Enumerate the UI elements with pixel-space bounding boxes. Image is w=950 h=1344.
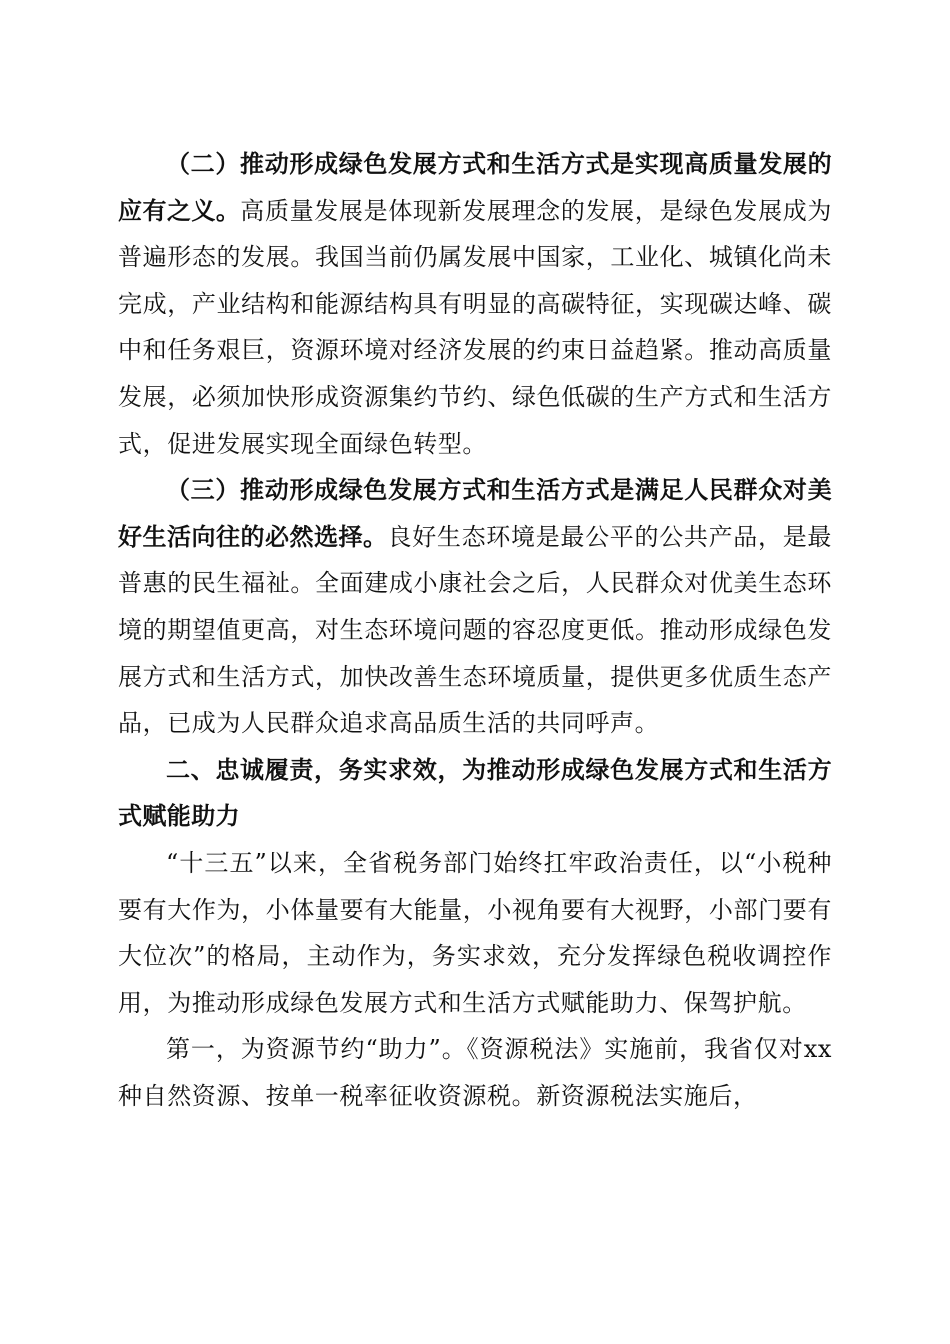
paragraph-2 [118,141,832,467]
paragraph-2-body: 高质量发展是体现新发展理念的发展，是绿色发展成为普遍形态的发展。我国当前仍属发展中国家，工业化、城镇化尚未完成，产业结构和能源结构具有明显的高碳特征，实现碳达峰、碳中和任务艰巨，资源环境对经济发展的约束日益趋紧。推动高质量发展，必须加快形成资源集约节约、绿色低碳的生产方式和生活方式，促进发展实现全面绿色转型。 [118,196,833,458]
first-point-body: 《资源税法》实施前，我省仅对xx种自然资源、按单一税率征收资源税。新资源税法实施后， [118,1035,832,1110]
section-heading: 二、忠诚履责，务实求效，为推动形成绿色发展方式和生活方式赋能助力 [118,755,832,831]
paragraph-3-lead: （三）推动形成绿色发展方式和生活方式是满足人民群众对美好生活向往的必然选择。 [118,476,832,551]
paragraph-3 [118,467,832,747]
paragraph-3-body: 良好生态环境是最公平的公共产品，是最普惠的民生福祉。全面建成小康社会之后，人民群众对优美生态环境的期望值更高，对生态环境问题的容忍度更低。推动形成绿色发展方式和生活方式，加快改善生态环境质量，提供更多优质生态产品，已成为人民群众追求高品质生活的共同呼声。 [118,522,832,738]
intro-paragraph: “十三五”以来，全省税务部门始终扛牢政治责任，以“小税种要有大作为，小体量要有大能量，小视角要有大视野，小部门要有大位次”的格局，主动作为，务实求效，充分发挥绿色税收调控作用，为推动形成绿色发展方式和生活方式赋能助力、保驾护航。 [118,848,832,1017]
paragraph-2-lead: （二）推动形成绿色发展方式和生活方式是实现高质量发展的应有之义。 [118,150,832,225]
document-page [118,141,832,1119]
first-point-paragraph [118,1026,832,1119]
first-point-lead: 第一，为资源节约“助力”。 [166,1035,467,1064]
